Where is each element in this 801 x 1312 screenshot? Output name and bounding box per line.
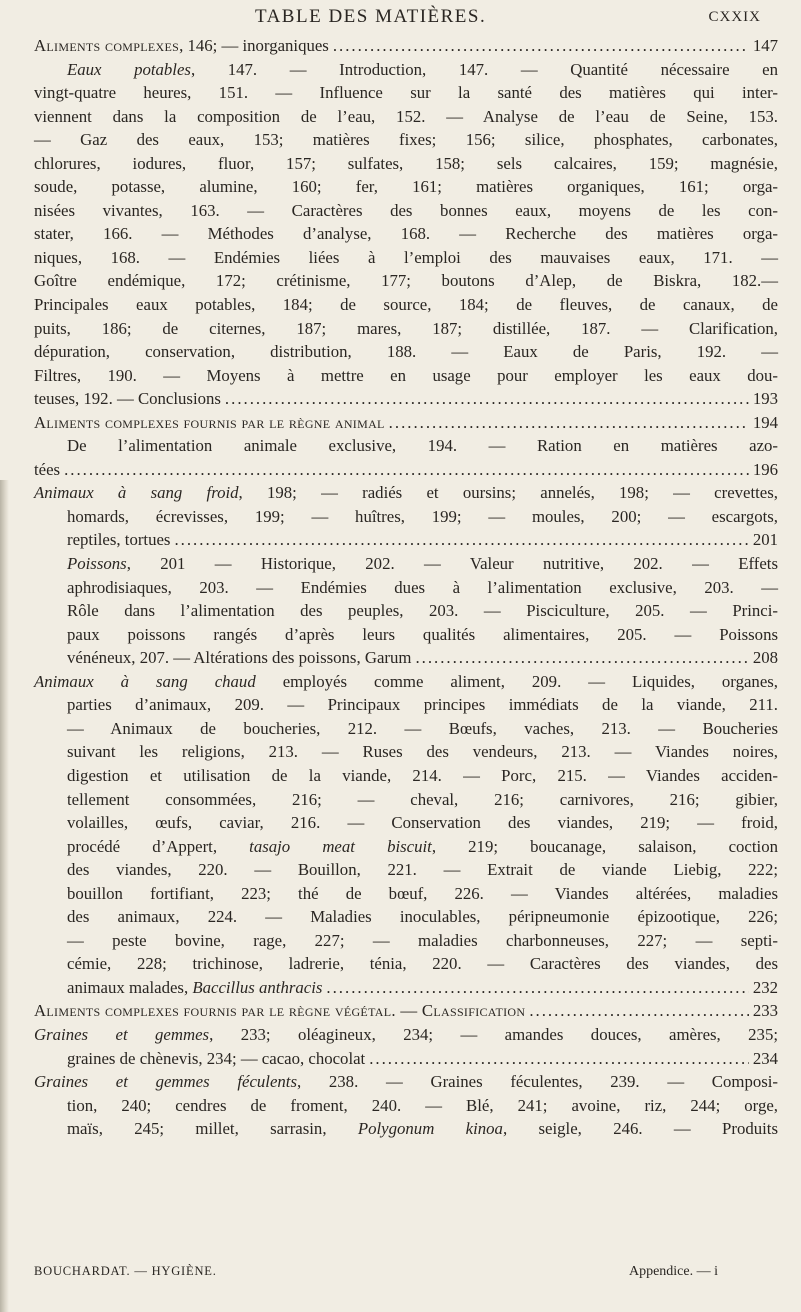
dot-leader — [174, 528, 748, 552]
toc-line: Principales eaux potables, 184; de source, 184; de fleuves, de canaux, de — [34, 295, 778, 315]
toc-line: aphrodisiaques, 203. — Endémies dues à l’alimentation exclusive, 203. — — [67, 577, 778, 597]
entry-heading: Animaux à sang chaud — [34, 671, 256, 691]
page-ref: 234 — [752, 1048, 778, 1068]
toc-line: cémie, 228; trichinose, ladrerie, ténia, 220. — Caractères des viandes, des — [67, 954, 778, 974]
dot-leader — [64, 458, 749, 482]
toc-line — [34, 1023, 778, 1047]
entry-text: , 146; — inorganiques — [179, 36, 329, 55]
dot-leader — [415, 646, 748, 670]
toc-line: nisées vivantes, 163. — Caractères des bonnes eaux, moyens de les con- — [34, 200, 778, 220]
entry-text: procédé d’Appert, — [67, 836, 250, 856]
section-heading: Aliments complexes fournis par le règne animal — [34, 412, 385, 432]
toc-line: puits, 186; de citernes, 187; mares, 187; distillée, 187. — Clarification, — [34, 318, 778, 338]
toc-line: stater, 166. — Méthodes d’analyse, 168. — Recherche des matières orga- — [34, 224, 778, 244]
entry-text: , 233; oléagineux, 234; — amandes douces, amères, 235; — [209, 1024, 778, 1044]
page-ref: 193 — [752, 389, 778, 409]
toc-line: Rôle dans l’alimentation des peuples, 203. — Pisciculture, 205. — Princi- — [67, 601, 778, 621]
entry-text: , 201 — Historique, 202. — Valeur nutritive, 202. — Effets — [126, 554, 778, 574]
page-ref: 194 — [752, 412, 778, 432]
toc-line: Goître endémique, 172; crétinisme, 177; boutons d’Alep, de Biskra, 182.— — [34, 271, 778, 291]
toc-line: — peste bovine, rage, 227; — maladies charbonneuses, 227; — septi- — [67, 930, 778, 950]
toc-line: — Gaz des eaux, 153; matières fixes; 156; silice, phosphates, carbonates, — [34, 130, 778, 150]
dot-leader — [389, 411, 749, 435]
toc-line: suivant les religions, 213. — Ruses des vendeurs, 213. — Viandes noires, — [67, 742, 778, 762]
entry-text: teuses, 192. — Conclusions — [34, 389, 221, 409]
toc-line: tellement consommées, 216; — cheval, 216; carnivores, 216; gibier, — [67, 789, 778, 809]
toc-line — [34, 58, 778, 82]
toc-line: tion, 240; cendres de froment, 240. — Blé, 241; avoine, riz, 244; orge, — [67, 1095, 778, 1115]
section-heading: Aliments complexes fournis par le règne végétal. — Classification — [34, 1001, 526, 1021]
toc-line: digestion et utilisation de la viande, 214. — Porc, 215. — Viandes acciden- — [67, 765, 778, 785]
page-ref: 196 — [752, 459, 778, 479]
entry-heading: Graines et gemmes — [34, 1024, 210, 1044]
toc-line: bouillon fortifiant, 223; thé de bœuf, 226. — Viandes altérées, maladies — [67, 883, 778, 903]
dot-leader — [369, 1047, 749, 1071]
toc-line — [34, 481, 778, 505]
toc-line — [34, 670, 778, 694]
entry-heading: Graines et gemmes féculents — [34, 1072, 297, 1092]
entry-text: , seigle, 246. — Produits — [502, 1119, 778, 1139]
toc-line: De l’alimentation animale exclusive, 194. — Ration en matières azo- — [67, 436, 778, 456]
entry-text: maïs, 245; millet, sarrasin, — [67, 1119, 358, 1139]
toc-line — [34, 387, 778, 411]
toc-line: vingt-quatre heures, 151. — Influence sur la santé des matières qui inter- — [34, 83, 778, 103]
dot-leader — [326, 976, 748, 1000]
toc-line: dépuration, conservation, distribution, 188. — Eaux de Paris, 192. — — [34, 342, 778, 362]
toc-line — [34, 1047, 778, 1071]
entry-text: , 238. — Graines féculentes, 239. — Composi- — [297, 1072, 779, 1092]
footer-appendix-ref: Appendice. — i — [628, 1264, 718, 1279]
page-edge-shadow — [0, 480, 9, 1312]
entry-text: , 198; — radiés et oursins; annelés, 198; — crevettes, — [238, 483, 778, 503]
entry-heading: Poissons — [67, 554, 127, 574]
toc-line: des animaux, 224. — Maladies inoculables, péripneumonie épizootique, 226; — [67, 907, 778, 927]
entry-italic: tasajo meat biscuit — [249, 836, 432, 856]
toc-line — [34, 552, 778, 576]
toc-line: des viandes, 220. — Bouillon, 221. — Extrait de viande Liebig, 222; — [67, 860, 778, 880]
entry-text: employés comme aliment, 209. — Liquides, organes, — [255, 671, 778, 691]
running-head-title: TABLE DES MATIÈRES. — [255, 6, 487, 27]
toc-line — [34, 646, 778, 670]
toc-line: soude, potasse, alumine, 160; fer, 161; matières organiques, 161; orga- — [34, 177, 778, 197]
entry-italic: Polygonum kinoa — [357, 1119, 503, 1139]
toc-line: parties d’animaux, 209. — Principaux principes immédiats de la viande, 211. — [67, 695, 778, 715]
toc-line — [34, 1070, 778, 1094]
dot-leader — [529, 999, 749, 1023]
entry-text: , 147. — Introduction, 147. — Quantité nécessaire en — [190, 59, 778, 79]
entry-text: reptiles, tortues — [67, 530, 171, 550]
toc-line: Filtres, 190. — Moyens à mettre en usage pour employer les eaux dou- — [34, 365, 778, 385]
toc-line: viennent dans la composition de l’eau, 152. — Analyse de l’eau de Seine, 153. — [34, 106, 778, 126]
page-ref: 147 — [752, 36, 778, 55]
toc-line — [34, 835, 778, 859]
entry-text: animaux malades, — [67, 977, 193, 997]
table-of-contents — [34, 34, 778, 1141]
toc-entry — [34, 411, 778, 435]
dot-leader — [333, 34, 749, 58]
toc-line: — Animaux de boucheries, 212. — Bœufs, vaches, 213. — Boucheries — [67, 718, 778, 738]
running-head — [0, 6, 801, 32]
toc-line: paux poissons rangés d’après leurs qualités alimentaires, 205. — Poissons — [67, 624, 778, 644]
entry-heading: Animaux à sang froid — [34, 483, 239, 503]
page-ref: 232 — [752, 977, 778, 997]
toc-line: homards, écrevisses, 199; — huîtres, 199; — moules, 200; — escargots, — [67, 506, 778, 526]
entry-text: , 219; boucanage, salaison, coction — [431, 836, 778, 856]
entry-text: vénéneux, 207. — Altérations des poissons, Garum — [67, 648, 412, 668]
toc-line — [34, 976, 778, 1000]
running-head-page-number: CXXIX — [708, 9, 761, 25]
page-ref: 233 — [752, 1001, 778, 1021]
toc-line: niques, 168. — Endémies liées à l’emploi des mauvaises eaux, 171. — — [34, 247, 778, 267]
toc-line — [34, 528, 778, 552]
footer-signature: BOUCHARDAT. — HYGIÈNE. — [34, 1264, 217, 1278]
toc-line: chlorures, iodures, fluor, 157; sulfates, 158; sels calcaires, 159; magnésie, — [34, 153, 778, 173]
toc-line: volailles, œufs, caviar, 216. — Conservation des viandes, 219; — froid, — [67, 813, 778, 833]
section-heading: Aliments complexes — [34, 36, 180, 55]
entry-heading: Eaux potables — [67, 59, 191, 79]
entry-text: tées — [34, 459, 61, 479]
page-ref: 201 — [752, 530, 778, 550]
entry-italic: Baccillus anthracis — [192, 977, 323, 997]
entry-text: graines de chènevis, 234; — cacao, chocolat — [67, 1048, 366, 1068]
toc-entry — [34, 34, 778, 58]
toc-line — [34, 1117, 778, 1141]
dot-leader — [225, 387, 749, 411]
page-ref: 208 — [752, 648, 778, 668]
toc-line — [34, 458, 778, 482]
toc-entry — [34, 999, 778, 1023]
